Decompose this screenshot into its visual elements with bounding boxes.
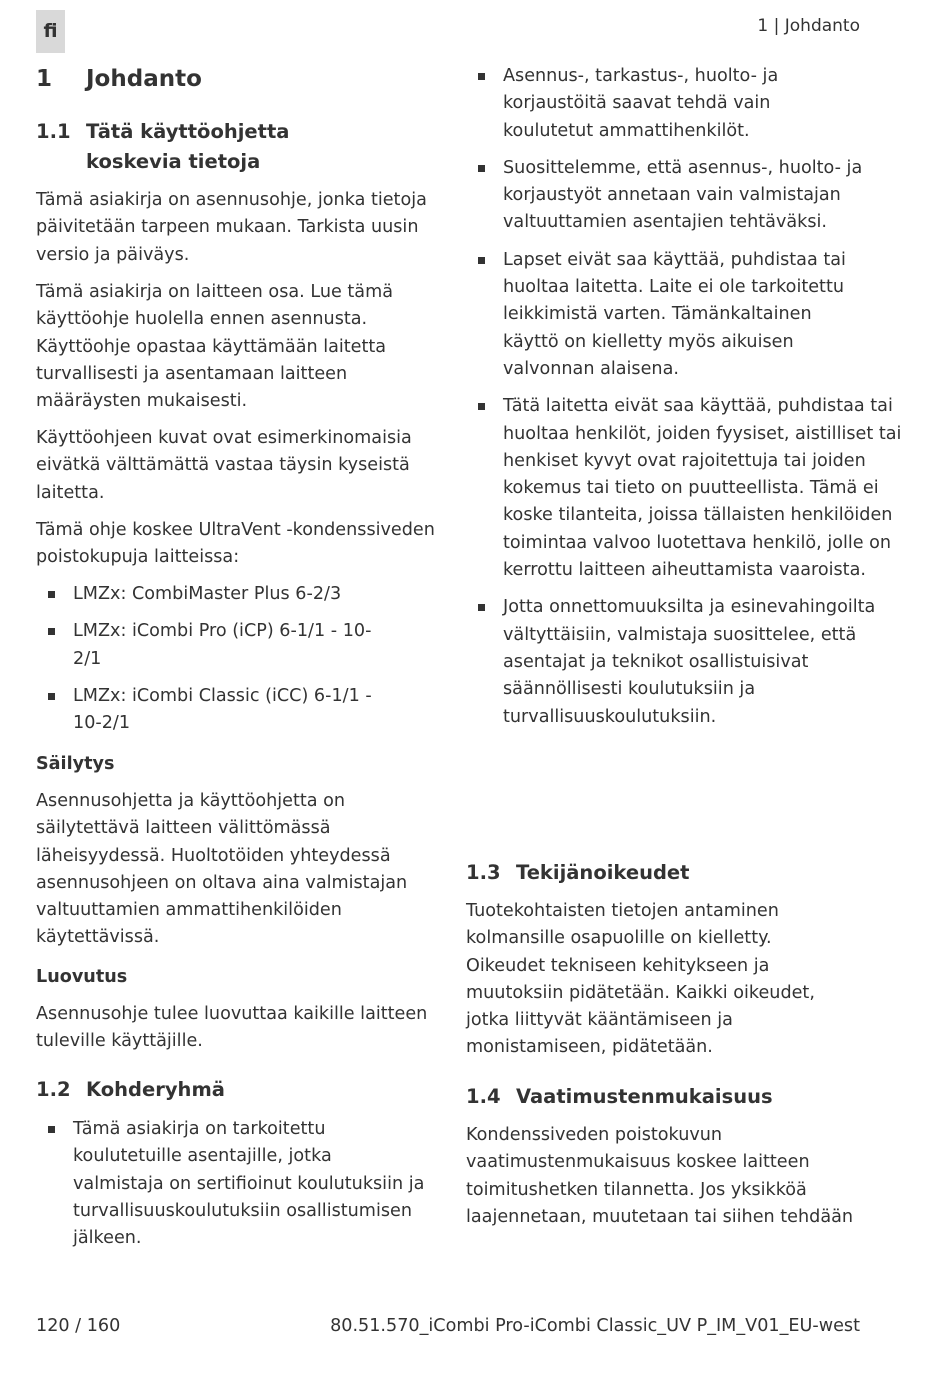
storage-heading: Säilytys	[36, 754, 115, 774]
handover-paragraph: Asennusohje tulee luovuttaa kaikille laitteen tuleville käyttäjille.	[36, 1004, 428, 1052]
section-1-4-heading	[466, 1082, 866, 1112]
section-title: Kohderyhmä	[86, 1078, 225, 1101]
section-number: 1.4	[466, 1085, 501, 1108]
section-1-2-heading	[36, 1075, 436, 1105]
section-title: Vaatimustenmukaisuus	[516, 1085, 773, 1108]
target-group-list-continued	[466, 63, 902, 731]
chapter-heading	[36, 62, 202, 96]
section-title: Tekijänoikeudet	[516, 861, 690, 884]
running-header: 1 | Johdanto	[757, 16, 860, 36]
document-id: 80.51.570_iCombi Pro-iCombi Classic_UV P_IM_V01_EU-west	[330, 1316, 860, 1336]
section-title: Tätä käyttöohjetta koskevia tietoja	[86, 120, 290, 173]
page-number: 120 / 160	[36, 1316, 121, 1336]
section-number: 1.1	[36, 120, 71, 143]
section-1-1-heading	[36, 117, 436, 177]
list-item: Suosittelemme, että asennus-, huolto- ja korjaustyöt annetaan vain valmistajan valtuuttamien asentajien tehtäväksi.	[466, 155, 863, 237]
paragraph-intro: Tämä asiakirja on asennusohje, jonka tietoja päivitetään tarpeen mukaan. Tarkista uusin versio ja päiväys.	[36, 190, 427, 265]
paragraph-images: Käyttöohjeen kuvat ovat esimerkinomaisia eivätkä välttämättä vastaa täysin kyseistä laitetta.	[36, 428, 412, 503]
chapter-title: Johdanto	[86, 66, 202, 92]
paragraph-applies-to: Tämä ohje koskee UltraVent -kondenssiveden poistokupuja laitteissa:	[36, 520, 435, 568]
conformity-paragraph: Kondenssiveden poistokuvun vaatimustenmukaisuus koskee laitteen toimitushetken tilannetta. Jos yksikköä laajennetaan, muutetaan tai siihen tehdään	[466, 1125, 854, 1227]
chapter-number: 1	[36, 66, 53, 92]
list-item: LMZx: CombiMaster Plus 6-2/3	[36, 581, 436, 608]
list-item: LMZx: iCombi Classic (iCC) 6-1/1 - 10-2/1	[36, 683, 403, 738]
section-1-3-heading	[466, 858, 866, 888]
paragraph-device-part: Tämä asiakirja on laitteen osa. Lue tämä käyttöohje huolella ennen asennusta. Käyttöohje opastaa käyttämään laitetta turvallisesti ja asentamaan laitteen määräysten mukaisesti.	[36, 282, 393, 412]
target-group-list	[36, 1116, 426, 1252]
copyright-paragraph: Tuotekohtaisten tietojen antaminen kolmansille osapuolille on kielletty. Oikeudet tekniseen kehitykseen ja muutoksiin pidätetään. Kaikki oikeudet, jotka liittyvät kääntämiseen ja monistamiseen, pidätetään.	[466, 901, 815, 1058]
list-item: Tätä laitetta eivät saa käyttää, puhdistaa tai huoltaa henkilöt, joiden fyysiset, aistilliset tai henkiset kyvyt ovat rajoitettuja tai joiden kokemus tai tieto on puutteellista. Tämä ei koske tilanteita, joissa tällaisten henkilöiden toimintaa valvoo luotettava henkilö, jolle on kerrottu laitteen aiheuttamista vaaroista.	[466, 393, 903, 584]
list-item: Lapset eivät saa käyttää, puhdistaa tai huoltaa laitetta. Laite ei ole tarkoitettu leikkimistä varten. Tämänkaltainen käyttö on kielletty myös aikuisen valvonnan alaisena.	[466, 247, 863, 383]
section-number: 1.2	[36, 1078, 71, 1101]
list-item: Jotta onnettomuuksilta ja esinevahingoilta vältyttäisiin, valmistaja suosittelee, että asentajat ja teknikot osallistuisivat säännöllisesti koulutuksiin ja turvallisuuskoulutuksiin.	[466, 594, 903, 730]
language-tab: fi	[36, 10, 65, 53]
list-item: LMZx: iCombi Pro (iCP) 6-1/1 - 10-2/1	[36, 618, 373, 673]
handover-heading: Luovutus	[36, 967, 128, 987]
storage-paragraph: Asennusohjetta ja käyttöohjetta on säilytettävä laitteen välittömässä läheisyydessä. Huoltotöiden yhteydessä asennusohjeen on oltava aina valmistajan valtuuttamien ammattihenkilöiden käytettävissä.	[36, 791, 408, 948]
list-item: Asennus-, tarkastus-, huolto- ja korjaustöitä saavat tehdä vain koulutetut ammattihenkilöt.	[466, 63, 833, 145]
section-number: 1.3	[466, 861, 501, 884]
list-item: Tämä asiakirja on tarkoitettu koulutetuille asentajille, jotka valmistaja on sertifioinut koulutuksiin ja turvallisuuskoulutuksiin osallistumisen jälkeen.	[36, 1116, 426, 1252]
device-list	[36, 581, 436, 737]
